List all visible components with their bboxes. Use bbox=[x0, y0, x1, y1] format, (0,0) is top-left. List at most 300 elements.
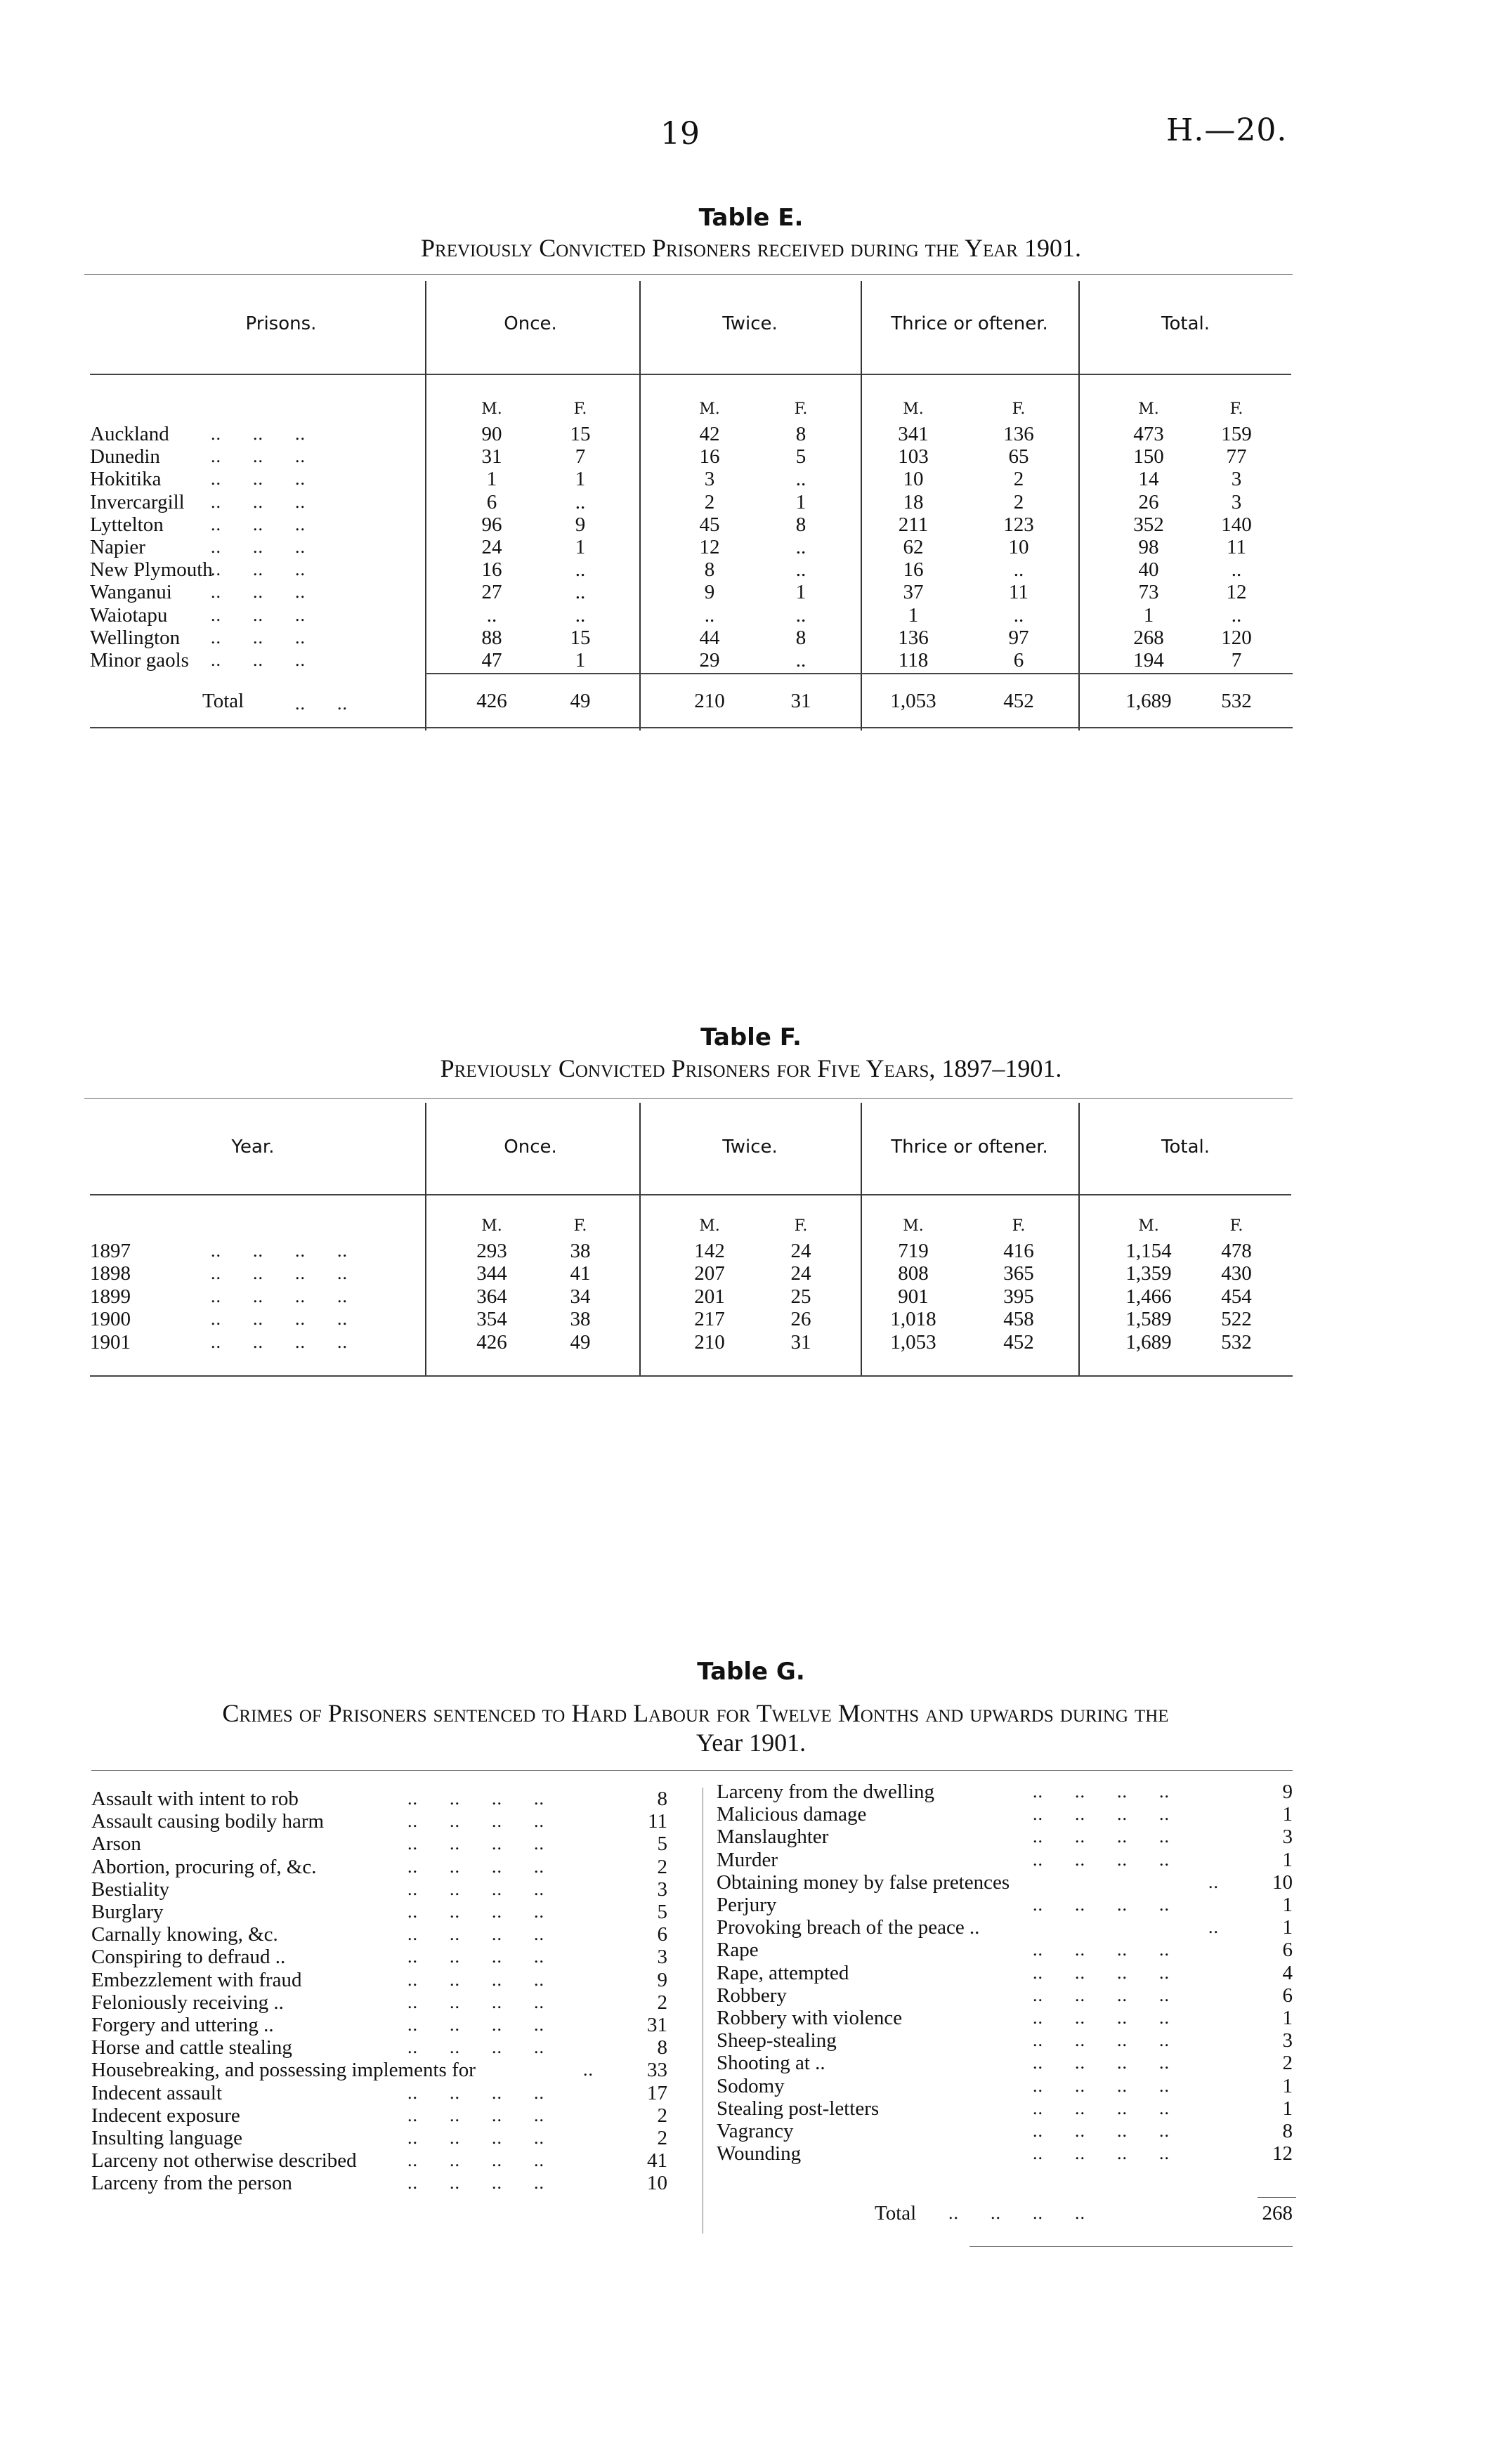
table_f-cell: 454 bbox=[1221, 1285, 1252, 1308]
table-e-total-cell: 1,053 bbox=[890, 690, 936, 712]
table_f-row-leader-dots: .. .. .. .. bbox=[211, 1240, 348, 1261]
table_e-cell: 10 bbox=[903, 468, 924, 491]
table_e-cell: 16 bbox=[481, 558, 502, 582]
crime-item-label: Assault causing bodily harm bbox=[91, 1810, 325, 1833]
table-e-total-cell: 426 bbox=[476, 690, 507, 712]
table_e-cell: 98 bbox=[1138, 536, 1159, 558]
crime-count: 5 bbox=[657, 1901, 667, 1923]
table-e-total-cell: 452 bbox=[1003, 690, 1034, 712]
table_e-row-leader-dots: .. .. .. bbox=[211, 424, 306, 444]
crime-count: 2 bbox=[657, 1991, 667, 2014]
table_e-cell: 136 bbox=[1003, 423, 1034, 445]
table_e-row-leader-dots: .. .. .. bbox=[211, 537, 306, 557]
crime-leader-dots: .. .. .. .. bbox=[407, 2082, 544, 2103]
crime-leader-dots: .. .. .. .. bbox=[407, 2173, 544, 2194]
table_e-cell: 10 bbox=[1008, 536, 1029, 558]
table_e-row-label: Hokitika bbox=[90, 468, 162, 491]
table_e-cell: 3 bbox=[1231, 490, 1242, 513]
crime-leader-dots: .. .. .. .. bbox=[407, 1856, 544, 1877]
table_e-cell: 7 bbox=[1231, 649, 1242, 671]
crime-count: 3 bbox=[657, 1946, 667, 1969]
crime-item-label: Larceny from the dwelling bbox=[717, 1781, 935, 1803]
crime-item-label: Manslaughter bbox=[717, 1826, 829, 1849]
table_f-cell: 364 bbox=[476, 1285, 507, 1308]
crime-count: 1 bbox=[1282, 2097, 1293, 2120]
table_e-cell: .. bbox=[1231, 603, 1242, 627]
table_e-row-label: Dunedin bbox=[90, 445, 160, 468]
crime-leader-dots: .. .. .. .. bbox=[407, 2104, 544, 2125]
crime-leader-dots: .. .. .. .. bbox=[1033, 1849, 1170, 1870]
crime-leader-dots: .. .. .. .. bbox=[407, 1901, 544, 1922]
crime-count: 1 bbox=[1282, 1803, 1293, 1826]
crime-item-label: Bestiality bbox=[91, 1878, 170, 1901]
table_e-cell: 159 bbox=[1221, 423, 1252, 445]
crime-leader-dots: .. .. .. .. bbox=[1033, 1781, 1170, 1802]
crime-count: 2 bbox=[657, 2127, 667, 2149]
table-g-top-rule bbox=[91, 1770, 1293, 1771]
table_f-cell: 458 bbox=[1003, 1308, 1034, 1331]
crime-leader-dots: .. .. .. .. bbox=[407, 1969, 544, 1990]
table_e-cell: 118 bbox=[898, 649, 929, 671]
table_e-cell: 123 bbox=[1003, 513, 1034, 536]
table_f-column-rule bbox=[425, 1103, 426, 1377]
table_e-group-header: Total. bbox=[1161, 313, 1210, 334]
table_e-cell: 8 bbox=[795, 626, 806, 649]
table_f-cell: 452 bbox=[1003, 1330, 1034, 1354]
crime-leader-dots: .. .. .. .. bbox=[1033, 2052, 1170, 2073]
crime-count: 3 bbox=[1282, 2029, 1293, 2052]
crime-leader-dots: .. .. .. .. bbox=[407, 1811, 544, 1832]
table_e-cell: 47 bbox=[481, 649, 502, 671]
table_f-cell: 901 bbox=[898, 1285, 929, 1308]
table_e-cell: 12 bbox=[1226, 581, 1247, 604]
table_e-cell: 1 bbox=[575, 536, 586, 558]
table_f-cell: 1,466 bbox=[1125, 1285, 1172, 1308]
crime-item-label: Sodomy bbox=[717, 2074, 785, 2097]
crime-item-label: Abortion, procuring of, &c. bbox=[91, 1855, 317, 1878]
crime-item-label: Larceny from the person bbox=[91, 2172, 292, 2195]
crime-item-label: Wounding bbox=[717, 2142, 802, 2165]
table-e-total-top-rule bbox=[425, 673, 1293, 674]
table_f-row-label: 1897 bbox=[90, 1240, 131, 1262]
table_f-cell: 365 bbox=[1003, 1262, 1034, 1285]
crime-leader-dots: .. .. .. .. bbox=[1033, 1984, 1170, 2005]
crime-leader-dots: .. .. .. .. bbox=[1033, 2030, 1170, 2051]
table_e-cell: 14 bbox=[1138, 468, 1159, 491]
table_e-cell: 62 bbox=[903, 536, 924, 558]
table_e-row-label: Wanganui bbox=[90, 581, 172, 604]
table_e-cell: 3 bbox=[1231, 468, 1242, 491]
table_e-group-header: Thrice or oftener. bbox=[891, 313, 1048, 334]
page-number: 19 bbox=[660, 116, 700, 152]
table_f-row-label: 1898 bbox=[90, 1262, 131, 1285]
table_f-cell: 426 bbox=[476, 1330, 507, 1354]
table_f-cell: 1,154 bbox=[1125, 1240, 1172, 1262]
crime-item-label: Rape, attempted bbox=[717, 1961, 849, 1984]
table_e-column-rule bbox=[1078, 281, 1080, 730]
crime-count: 2 bbox=[657, 2104, 667, 2127]
table_e-cell: 31 bbox=[481, 445, 502, 468]
table_e-cell: .. bbox=[486, 603, 497, 627]
table_e-cell: .. bbox=[795, 468, 806, 491]
table_e-row-leader-dots: .. .. .. bbox=[211, 513, 306, 535]
crime-item-label: Embezzlement with fraud bbox=[91, 1968, 302, 1991]
table_e-cell: 44 bbox=[699, 626, 720, 649]
table_e-cell: 1 bbox=[908, 603, 919, 627]
table-e-total-cell: 532 bbox=[1221, 690, 1252, 712]
crime-leader-dots: .. .. .. .. bbox=[407, 1991, 544, 2012]
crime-item-label: Robbery bbox=[717, 1984, 787, 2007]
table_e-cell: 27 bbox=[481, 581, 502, 604]
table_f-cell: 532 bbox=[1221, 1330, 1252, 1354]
crime-count: 1 bbox=[1282, 1894, 1293, 1916]
table_e-cell: .. bbox=[795, 649, 806, 671]
table_e-cell: 11 bbox=[1009, 581, 1028, 604]
table_f-cell: 416 bbox=[1003, 1240, 1034, 1262]
crime-item-label: Robbery with violence bbox=[717, 2007, 903, 2029]
table_e-cell: 2 bbox=[704, 490, 715, 513]
table_e-cell: .. bbox=[575, 490, 586, 513]
table_e-row-leader-dots: .. .. .. bbox=[211, 604, 306, 625]
crime-leader-dots: .. .. .. .. bbox=[407, 2037, 544, 2058]
table_e-cell: .. bbox=[795, 603, 806, 627]
table_e-cell: 37 bbox=[903, 581, 924, 604]
table_e-row-label: Wellington bbox=[90, 626, 181, 649]
crime-item-label: Indecent assault bbox=[91, 2081, 223, 2104]
table_f-cell: 38 bbox=[570, 1308, 591, 1331]
table_e-cell: 1 bbox=[795, 490, 806, 513]
crime-item-label: Feloniously receiving .. bbox=[91, 1991, 284, 2014]
table_f-m-label: M. bbox=[903, 1217, 924, 1235]
table_f-f-label: F. bbox=[1012, 1217, 1026, 1235]
table_e-cell: 211 bbox=[898, 513, 929, 536]
crime-count: 9 bbox=[657, 1968, 667, 1991]
table_e-cell: 2 bbox=[1013, 468, 1024, 491]
table_e-row-leader-dots: .. .. .. bbox=[211, 491, 306, 512]
crime-item-label: Rape bbox=[717, 1939, 759, 1962]
table_f-row-label: 1900 bbox=[90, 1308, 131, 1331]
crime-count: 17 bbox=[647, 2081, 667, 2104]
crime-count: 8 bbox=[657, 2036, 667, 2059]
table_e-f-label: F. bbox=[1229, 400, 1243, 418]
crime-item-label: Obtaining money by false pretences bbox=[717, 1870, 1010, 1894]
crime-leader-dots: .. .. .. .. bbox=[1033, 2007, 1170, 2028]
table_f-cell: 293 bbox=[476, 1240, 507, 1262]
table_e-m-label: M. bbox=[699, 400, 720, 418]
document-reference: H.—20. bbox=[1166, 112, 1288, 148]
crime-item-label: Sheep-stealing bbox=[717, 2029, 837, 2052]
table-g-total-rule bbox=[1258, 2197, 1296, 2198]
table_e-cell: .. bbox=[795, 558, 806, 582]
table_e-cell: 16 bbox=[699, 445, 720, 468]
crime-count: 2 bbox=[657, 1855, 667, 1878]
table-e-title: Table E. bbox=[698, 204, 804, 232]
table_e-cell: 12 bbox=[699, 536, 720, 558]
table_f-cell: 1,018 bbox=[890, 1308, 936, 1331]
table_e-cell: 8 bbox=[795, 513, 806, 536]
table_e-cell: .. bbox=[575, 603, 586, 627]
crime-leader-dots: .. bbox=[1208, 1871, 1219, 1892]
table_e-cell: 7 bbox=[575, 445, 586, 468]
table_e-column-rule bbox=[861, 281, 862, 730]
table_e-cell: 1 bbox=[486, 468, 497, 491]
table_e-cell: 9 bbox=[704, 581, 715, 604]
table_e-m-label: M. bbox=[481, 400, 502, 418]
crime-item-label: Carnally knowing, &c. bbox=[91, 1923, 278, 1946]
crime-count: 1 bbox=[1282, 1916, 1293, 1939]
table_e-cell: 6 bbox=[1013, 649, 1024, 671]
table_e-cell: .. bbox=[575, 581, 586, 604]
table_e-cell: 120 bbox=[1221, 626, 1252, 649]
table_e-row-leader-dots: .. .. .. bbox=[211, 650, 306, 670]
table_f-cell: 808 bbox=[898, 1262, 929, 1285]
table_e-cell: 8 bbox=[704, 558, 715, 582]
table_e-cell: 42 bbox=[699, 423, 720, 445]
table_f-cell: 1,053 bbox=[890, 1330, 936, 1354]
crime-leader-dots: .. .. .. .. bbox=[1033, 1939, 1170, 1960]
table-e-total-cell: 31 bbox=[790, 690, 811, 712]
table_f-cell: 1,689 bbox=[1125, 1330, 1172, 1354]
table-f-header-rule bbox=[90, 1194, 1291, 1195]
table_f-col-first-header: Year. bbox=[231, 1136, 275, 1158]
table_e-row-label: Minor gaols bbox=[90, 649, 189, 671]
table_f-cell: 25 bbox=[790, 1285, 811, 1308]
crime-item-label: Murder bbox=[717, 1848, 778, 1871]
crime-count: 33 bbox=[647, 2059, 667, 2082]
table-f-subtitle: Previously Convicted Prisoners for Five Years, 1897–1901. bbox=[440, 1054, 1062, 1082]
table_e-cell: 9 bbox=[575, 513, 586, 536]
crime-item-label: Assault with intent to rob bbox=[91, 1788, 299, 1810]
table_e-cell: 96 bbox=[481, 513, 502, 536]
crime-item-label: Perjury bbox=[717, 1894, 777, 1916]
table_e-m-label: M. bbox=[903, 400, 924, 418]
table_e-cell: 18 bbox=[903, 490, 924, 513]
table_e-column-rule bbox=[425, 281, 426, 730]
crime-item-label: Burglary bbox=[91, 1901, 164, 1923]
table_f-row-label: 1899 bbox=[90, 1285, 131, 1308]
crime-leader-dots: .. .. .. .. bbox=[1033, 2097, 1170, 2118]
table_f-column-rule bbox=[861, 1103, 862, 1377]
table_e-group-header: Once. bbox=[504, 313, 557, 334]
table_e-cell: .. bbox=[704, 603, 715, 627]
table_f-row-leader-dots: .. .. .. .. bbox=[211, 1309, 348, 1330]
crime-count: 10 bbox=[647, 2172, 667, 2195]
crime-item-label: Malicious damage bbox=[717, 1803, 867, 1826]
table-g-total-label: Total bbox=[875, 2202, 917, 2224]
table-e-total-cell: 49 bbox=[570, 690, 591, 712]
table_f-f-label: F. bbox=[573, 1217, 587, 1235]
crime-count: 12 bbox=[1272, 2142, 1293, 2165]
table_e-cell: 97 bbox=[1008, 626, 1029, 649]
table_f-cell: 478 bbox=[1221, 1240, 1252, 1262]
table-e-subtitle: Previously Convicted Prisoners received during the Year 1901. bbox=[421, 234, 1081, 262]
table_e-cell: 65 bbox=[1008, 445, 1029, 468]
table_f-group-header: Twice. bbox=[722, 1136, 778, 1158]
table_e-cell: 136 bbox=[898, 626, 929, 649]
table_f-cell: 344 bbox=[476, 1262, 507, 1285]
table_e-cell: 1 bbox=[575, 468, 586, 491]
table_e-row-label: New Plymouth bbox=[90, 558, 213, 582]
table_f-cell: 24 bbox=[790, 1240, 811, 1262]
table-g-subtitle-line1: Crimes of Prisoners sentenced to Hard Labour for Twelve Months and upwards during the bbox=[222, 1699, 1169, 1727]
table_f-cell: 522 bbox=[1221, 1308, 1252, 1331]
table_e-m-label: M. bbox=[1138, 400, 1159, 418]
table_f-f-label: F. bbox=[1229, 1217, 1243, 1235]
table_e-cell: .. bbox=[1013, 603, 1024, 627]
table_e-cell: 77 bbox=[1226, 445, 1247, 468]
table_f-cell: 38 bbox=[570, 1240, 591, 1262]
table_f-m-label: M. bbox=[1138, 1217, 1159, 1235]
table-e-bottom-rule bbox=[90, 727, 1293, 728]
table-e-total-label: Total bbox=[202, 690, 244, 712]
table_e-cell: 6 bbox=[486, 490, 497, 513]
table_e-cell: 8 bbox=[795, 423, 806, 445]
table_f-cell: 34 bbox=[570, 1285, 591, 1308]
crime-leader-dots: .. .. .. .. bbox=[407, 2150, 544, 2171]
table_e-f-label: F. bbox=[573, 400, 587, 418]
table_f-cell: 41 bbox=[570, 1262, 591, 1285]
crime-leader-dots: .. .. .. .. bbox=[1033, 1804, 1170, 1825]
table_e-cell: 5 bbox=[795, 445, 806, 468]
table_f-cell: 354 bbox=[476, 1308, 507, 1331]
table-g-subtitle-line2: Year 1901. bbox=[696, 1729, 806, 1757]
crime-count: 1 bbox=[1282, 1848, 1293, 1871]
table_e-cell: 73 bbox=[1138, 581, 1159, 604]
table_e-cell: 140 bbox=[1221, 513, 1252, 536]
table_e-cell: .. bbox=[575, 558, 586, 582]
table-f-title: Table F. bbox=[700, 1023, 802, 1051]
crime-count: 5 bbox=[657, 1833, 667, 1856]
table_e-cell: 1 bbox=[1143, 603, 1154, 627]
table_e-cell: 11 bbox=[1227, 536, 1246, 558]
table_f-cell: 207 bbox=[694, 1262, 725, 1285]
table_e-cell: 1 bbox=[795, 581, 806, 604]
table_e-cell: 341 bbox=[898, 423, 929, 445]
table_f-cell: 719 bbox=[898, 1240, 929, 1262]
table_f-group-header: Thrice or oftener. bbox=[891, 1136, 1048, 1158]
crime-item-label: Horse and cattle stealing bbox=[91, 2036, 292, 2059]
table_f-cell: 201 bbox=[694, 1285, 725, 1308]
table_e-cell: 24 bbox=[481, 536, 502, 558]
crime-count: 1 bbox=[1282, 2074, 1293, 2097]
table_e-cell: 45 bbox=[699, 513, 720, 536]
table_f-row-leader-dots: .. .. .. .. bbox=[211, 1331, 348, 1352]
table_e-cell: 473 bbox=[1133, 423, 1164, 445]
table_e-row-label: Lyttelton bbox=[90, 513, 164, 536]
crime-count: 11 bbox=[648, 1810, 667, 1833]
crime-count: 41 bbox=[647, 2149, 667, 2173]
crime-count: 3 bbox=[657, 1878, 667, 1901]
table_f-column-rule bbox=[1078, 1103, 1080, 1377]
table_e-cell: 352 bbox=[1133, 513, 1164, 536]
table_e-row-leader-dots: .. .. .. bbox=[211, 468, 306, 490]
table_f-cell: 395 bbox=[1003, 1285, 1034, 1308]
crime-leader-dots: .. .. .. .. bbox=[1033, 1962, 1170, 1983]
table-g-bottom-rule bbox=[969, 2246, 1293, 2247]
table_f-cell: 217 bbox=[694, 1308, 725, 1331]
table-f-top-rule bbox=[84, 1098, 1293, 1099]
crime-count: 9 bbox=[1282, 1781, 1293, 1803]
table_e-f-label: F. bbox=[794, 400, 808, 418]
table_e-cell: 40 bbox=[1138, 558, 1159, 582]
crime-item-label: Insulting language bbox=[91, 2127, 243, 2149]
crime-leader-dots: .. .. .. .. bbox=[407, 1924, 544, 1945]
table-f-bottom-rule bbox=[90, 1375, 1293, 1377]
table_f-cell: 142 bbox=[694, 1240, 725, 1262]
table_f-group-header: Total. bbox=[1161, 1136, 1210, 1158]
crime-leader-dots: .. .. .. .. bbox=[1033, 2121, 1170, 2141]
table_f-cell: 210 bbox=[694, 1330, 725, 1354]
table_e-row-label: Invercargill bbox=[90, 490, 185, 513]
crime-item-label: Forgery and uttering .. bbox=[91, 2014, 274, 2036]
table_e-column-rule bbox=[639, 281, 641, 730]
table_e-cell: 29 bbox=[699, 649, 720, 671]
table_f-row-leader-dots: .. .. .. .. bbox=[211, 1285, 348, 1306]
table_f-cell: 49 bbox=[570, 1330, 591, 1354]
table_e-cell: 268 bbox=[1133, 626, 1164, 649]
crime-count: 31 bbox=[647, 2014, 667, 2036]
table-e-total-cell: 1,689 bbox=[1125, 690, 1172, 712]
table_f-cell: 430 bbox=[1221, 1262, 1252, 1285]
table_e-cell: 90 bbox=[481, 423, 502, 445]
table_e-cell: 3 bbox=[704, 468, 715, 491]
crime-leader-dots: .. bbox=[583, 2059, 594, 2080]
table_e-row-label: Auckland bbox=[90, 423, 169, 445]
table_f-m-label: M. bbox=[481, 1217, 502, 1235]
crime-item-label: Indecent exposure bbox=[91, 2104, 240, 2127]
table_e-row-label: Waiotapu bbox=[90, 603, 168, 627]
table_e-group-header: Twice. bbox=[722, 313, 778, 334]
table_e-cell: 16 bbox=[903, 558, 924, 582]
crime-item-label: Stealing post-letters bbox=[717, 2097, 880, 2120]
table_e-row-leader-dots: .. .. .. bbox=[211, 627, 306, 648]
crime-leader-dots: .. .. .. .. bbox=[1033, 2143, 1170, 2164]
table_f-group-header: Once. bbox=[504, 1136, 557, 1158]
crime-item-label: Larceny not otherwise described bbox=[91, 2149, 357, 2173]
table_f-column-rule bbox=[639, 1103, 641, 1377]
crime-leader-dots: .. .. .. .. bbox=[407, 1878, 544, 1899]
table_f-row-leader-dots: .. .. .. .. bbox=[211, 1263, 348, 1284]
crime-count: 8 bbox=[657, 1788, 667, 1810]
table-g-total-value: 268 bbox=[1262, 2202, 1293, 2224]
table_e-cell: 1 bbox=[575, 649, 586, 671]
crime-leader-dots: .. .. .. .. bbox=[407, 2014, 544, 2035]
crime-count: 6 bbox=[657, 1923, 667, 1946]
crime-leader-dots: .. .. .. .. bbox=[407, 1946, 544, 1967]
table_f-cell: 31 bbox=[790, 1330, 811, 1354]
table_f-cell: 1,589 bbox=[1125, 1308, 1172, 1331]
crime-count: 6 bbox=[1282, 1984, 1293, 2007]
table_f-cell: 1,359 bbox=[1125, 1262, 1172, 1285]
table_e-cell: 88 bbox=[481, 626, 502, 649]
table_e-cell: 194 bbox=[1133, 649, 1164, 671]
crime-leader-dots: .. .. .. .. bbox=[407, 1833, 544, 1854]
table_e-cell: 26 bbox=[1138, 490, 1159, 513]
table-e-total-leader-dots: .. .. bbox=[295, 693, 348, 714]
table_e-cell: 2 bbox=[1013, 490, 1024, 513]
table_e-row-leader-dots: .. .. .. bbox=[211, 582, 306, 603]
table_e-cell: 103 bbox=[898, 445, 929, 468]
table-e-top-rule bbox=[84, 274, 1293, 275]
table_e-cell: .. bbox=[1013, 558, 1024, 582]
crime-item-label: Conspiring to defraud .. bbox=[91, 1946, 286, 1969]
crime-leader-dots: .. .. .. .. bbox=[1033, 1894, 1170, 1915]
table_e-row-label: Napier bbox=[90, 536, 145, 558]
crime-item-label: Provoking breach of the peace .. bbox=[717, 1916, 980, 1939]
table-e-total-cell: 210 bbox=[694, 690, 725, 712]
table-g-title: Table G. bbox=[697, 1658, 805, 1686]
crime-leader-dots: .. .. .. .. bbox=[407, 1788, 544, 1809]
